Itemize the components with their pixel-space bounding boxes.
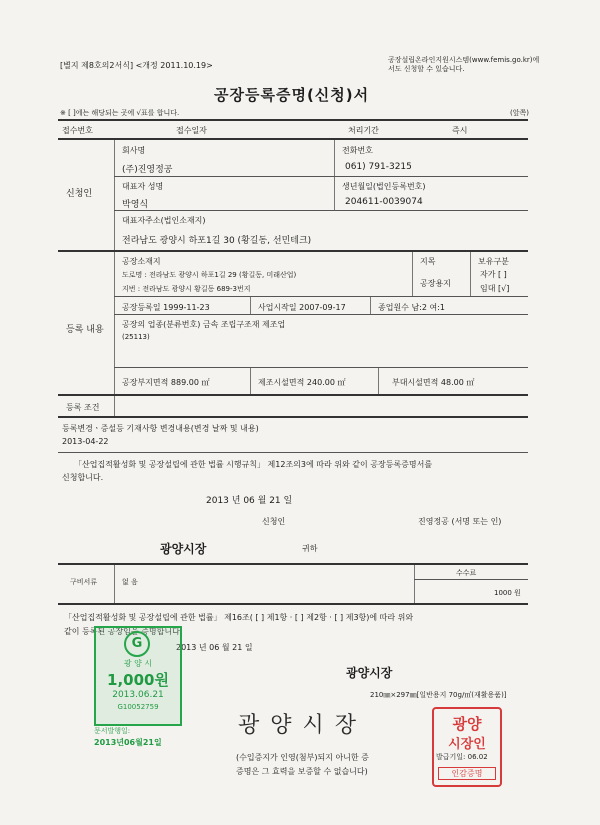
phone-value: 061) 791-3215	[345, 162, 412, 172]
road-address: 도로명 : 전라남도 광양시 하포1길 29 (황길동, 미래산업)	[122, 271, 297, 279]
processing-period-label: 처리기간	[348, 126, 379, 135]
receipt-rule	[58, 138, 528, 140]
official-seal	[432, 707, 502, 787]
registration-bottom-rule	[58, 394, 528, 396]
site-area: 공장부지면적 889.00 ㎡	[122, 378, 210, 387]
fee-inner-rule	[414, 579, 528, 580]
industry-type: 공장의 업종(분류번호) 금속 조립구조재 제조업	[122, 320, 286, 329]
form-number: [별지 제8호의2서식] <개정 2011.10.19>	[60, 61, 213, 70]
registration-rule-2	[114, 314, 528, 315]
instruction-note: ※ [ ]에는 해당되는 곳에 √표를 합니다.	[60, 109, 180, 117]
revenue-stamp-city: 광 양 시	[123, 659, 153, 668]
address-value: 전라남도 광양시 하포1길 30 (황길동, 선민테크)	[122, 236, 312, 246]
applicant-mid-divider	[334, 140, 335, 210]
birthdate-value: 204611-0039074	[345, 197, 423, 207]
birthdate-label: 생년월일(법인등록번호)	[342, 182, 426, 191]
registration-section-label: 등록 내용	[66, 325, 104, 335]
conditions-rule	[58, 416, 528, 418]
industry-code: (25113)	[122, 333, 150, 341]
application-date: 2013 년 06 월 21 일	[206, 496, 293, 506]
required-docs-value: 없 음	[122, 578, 138, 586]
signature-label: 신청인	[262, 517, 286, 526]
location-divider	[412, 252, 413, 296]
addressee: 광양시장	[160, 542, 207, 556]
business-start-date: 사업시작일 2007-09-17	[258, 303, 346, 312]
changes-rule	[58, 452, 528, 453]
issue-note: 발급기일: 06.02	[436, 753, 488, 761]
stamp-issued-label: 문서발행일:	[94, 727, 131, 735]
registration-rule-3	[114, 367, 528, 368]
fee-divider	[414, 565, 415, 603]
ownership-lease: 임대 [√]	[480, 284, 510, 293]
revenue-stamp-serial: G10052759	[117, 703, 159, 711]
lot-address: 지번 : 전라남도 광양시 황길동 689-3번지	[122, 285, 251, 293]
certification-line-2: 같이 등록된 공장임을 증명합니다.	[64, 627, 183, 636]
revenue-stamp	[94, 626, 182, 726]
certification-date: 2013 년 06 월 21 일	[176, 643, 253, 652]
online-notice-2: 서도 신청할 수 있습니다.	[388, 65, 465, 73]
phone-label: 전화번호	[342, 146, 373, 155]
mayor-big-title: 광 양 시 장	[238, 713, 358, 738]
seal-line-2: 시장인	[448, 737, 486, 752]
company-value: (주)진영정공	[122, 165, 173, 175]
document-title: 공장등록증명(신청)서	[214, 86, 370, 104]
fee-label: 수수료	[456, 569, 477, 577]
processing-period-value: 즉시	[452, 126, 468, 135]
address-label: 대표자주소(법인소재지)	[122, 216, 206, 225]
employee-count: 종업원수 남:2 여:1	[378, 303, 446, 312]
changes-date: 2013-04-22	[62, 437, 109, 446]
statement-line-2: 신청합니다.	[62, 473, 104, 482]
seal-bottom-text: 인감증명	[438, 767, 496, 780]
seal-line-1: 광양	[452, 715, 482, 733]
signature-value: 진영정공 (서명 또는 인)	[418, 517, 502, 526]
representative-value: 박영식	[122, 200, 149, 210]
conditions-label: 등록 조건	[66, 403, 100, 412]
online-notice-1: 공장설립온라인지원시스템(www.femis.go.kr)에	[388, 56, 540, 64]
location-label: 공장소재지	[122, 257, 161, 266]
applicant-bottom-rule	[58, 250, 528, 252]
representative-label: 대표자 성명	[122, 182, 164, 191]
revenue-stamp-amount: 1,000원	[107, 671, 169, 689]
building-area-divider	[378, 368, 379, 394]
registration-date: 공장등록일 1999-11-23	[122, 303, 210, 312]
issuer-name: 광양시장	[346, 666, 393, 680]
docs-divider	[114, 565, 115, 603]
fee-bottom-rule	[58, 603, 528, 605]
ownership-own: 자가 [ ]	[480, 270, 507, 279]
receipt-date-label: 접수일자	[176, 126, 207, 135]
site-area-divider	[250, 368, 251, 394]
statement-line-1: 「산업집적활성화 및 공장설립에 관한 법률 시행규칙」 제12조의3에 따라 위와 같이 공장등록증명서를	[74, 460, 433, 469]
land-category-value: 공장용지	[420, 279, 451, 288]
applicant-rule-2	[114, 210, 528, 211]
land-category-label: 지목	[420, 257, 436, 266]
conditions-divider	[114, 396, 115, 416]
fee-value: 1000 원	[494, 589, 521, 597]
building-area: 제조시설면적 240.00 ㎡	[258, 378, 346, 387]
revenue-stamp-date: 2013.06.21	[112, 690, 164, 700]
certification-line-1: 「산업집적활성화 및 공장설립에 관한 법률」 제16조( [ ] 제1항 · [ ] 제2항 · [ ] 제3항)에 따라 위와	[64, 613, 414, 622]
ownership-label: 보유구분	[478, 257, 509, 266]
applicant-rule-1	[114, 176, 528, 177]
receipt-number-label: 접수번호	[62, 126, 93, 135]
changes-label: 등록변경ㆍ증설등 기재사항 변경내용(변경 날짜 및 내용)	[62, 424, 259, 433]
auxiliary-area: 부대시설면적 48.00 ㎡	[392, 378, 475, 387]
reg-date-divider	[250, 297, 251, 314]
land-divider	[470, 252, 471, 296]
top-rule	[58, 119, 528, 121]
revenue-stamp-emblem: G	[124, 631, 150, 657]
stamp-issued-date: 2013년06월21일	[94, 738, 162, 747]
honorific: 귀하	[302, 544, 318, 553]
registration-divider	[114, 252, 115, 394]
company-label: 회사명	[122, 146, 146, 155]
applicant-divider	[114, 140, 115, 250]
registration-rule-1	[114, 296, 528, 297]
applicant-section-label: 신청인	[66, 189, 93, 199]
fee-top-rule	[58, 563, 528, 565]
start-date-divider	[370, 297, 371, 314]
required-docs-label: 구비서류	[70, 578, 98, 586]
disclaimer-line-1: (수입증지가 인영(첨부)되지 아니한 증	[236, 753, 369, 762]
paper-spec: 210㎜×297㎜[일반용지 70g/㎡(재활용품)]	[370, 691, 507, 699]
page-side: (앞쪽)	[510, 109, 529, 117]
disclaimer-line-2: 증명은 그 효력을 보증할 수 없습니다)	[236, 767, 368, 776]
